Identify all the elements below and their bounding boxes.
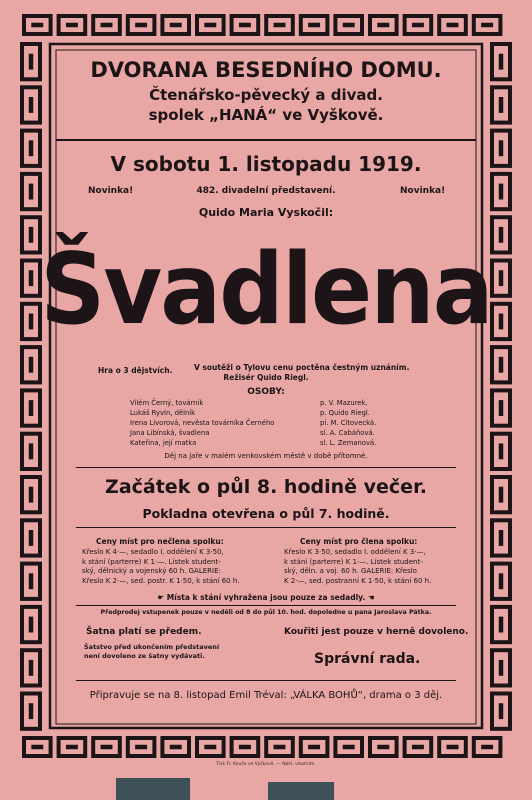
divider	[76, 680, 456, 681]
standing-note: Místa k stání vyhražena jsou pouze za sedadly.	[166, 593, 366, 602]
border-tile-core	[377, 745, 389, 750]
border-tile-core	[204, 23, 216, 28]
performance-number: 482. divadelní představení.	[196, 186, 336, 196]
border-tile-core	[66, 23, 78, 28]
border-tile-core	[135, 23, 147, 28]
coat-check-note: Šatna platí se předem.	[86, 627, 202, 637]
cast-role: Lukáš Ryvín, dělník	[130, 409, 196, 417]
border-tile-core	[377, 23, 389, 28]
smoking-note: Kouřiti jest pouze v herně dovoleno.	[284, 627, 469, 637]
border-tile-core	[29, 703, 34, 719]
cast-actor: p. V. Mazurek.	[320, 399, 368, 407]
acts: Hra o 3 dějstvích.	[98, 366, 173, 375]
border-tile-core	[499, 530, 504, 546]
torn-corner	[116, 778, 190, 800]
author: Quido Maria Vyskočil:	[198, 206, 334, 219]
nonmember-price-text: Křeslo K 4·—, sedadlo I. oddělení K 3·50, k stání (parterre) K 1·—. Lístek student- ský, dělnický a vojenský 60 h. GALERIE: Křeslo K 2·—, sed. postr. K 1·50, k stání 60 h.	[82, 548, 240, 585]
border-tile-core	[101, 23, 113, 28]
border-tile-core	[308, 745, 320, 750]
border-tile-core	[101, 745, 113, 750]
cast-role: Irena Livorová, nevěsta továrníka Černého	[130, 419, 275, 427]
cast-role: Jana Libínská, švadlena	[130, 429, 210, 437]
box-office: Pokladna otevřena o půl 7. hodině.	[142, 506, 390, 521]
nonmember-price-heading: Ceny míst pro nečlena spolku:	[96, 537, 224, 546]
printer-imprint: Tisk Fr. Kouše ve Vyškově. — Nákl. vlastním.	[216, 762, 316, 767]
border-tile-core	[481, 23, 493, 28]
border-tile-core	[412, 745, 424, 750]
cast-actor: p. Quido Riegl.	[320, 409, 370, 417]
upcoming-play: Připravuje se na 8. listopad Emil Tréval: „VÁLKA BOHŮ“, drama o 3 děj.	[89, 690, 443, 701]
event-date: V sobotu 1. listopadu 1919.	[110, 152, 422, 176]
border-tile-core	[343, 745, 355, 750]
border-tile-core	[499, 660, 504, 676]
border-tile-core	[170, 23, 182, 28]
novelty-left: Novinka!	[88, 186, 134, 196]
border-tile-core	[31, 745, 43, 750]
border-tile-core	[170, 745, 182, 750]
border-tile-core	[499, 573, 504, 589]
cast-heading: OSOBY:	[247, 387, 285, 397]
border-tile-core	[29, 400, 34, 416]
border-tile-core	[447, 745, 459, 750]
wardrobe-note: Šatstvo před ukončením představení není dovoleno ze šatny vydávati.	[84, 643, 220, 660]
divider	[76, 527, 456, 528]
border-tile-core	[204, 745, 216, 750]
border-tile-core	[274, 23, 286, 28]
cast-actor: sl. L. Zemanová.	[320, 439, 377, 447]
divider	[76, 605, 456, 606]
cast-actor: pí. M. Citovecká.	[320, 419, 377, 427]
venue-title: DVORANA BESEDNÍHO DOMU.	[90, 58, 442, 82]
director: Režisér Quido Riegl.	[223, 373, 309, 382]
border-tile-core	[499, 703, 504, 719]
society-line-1: Čtenářsko-pěvecký a divad.	[149, 86, 383, 104]
border-tile-core	[499, 400, 504, 416]
pointing-hand-right-icon: ☚	[365, 593, 375, 602]
border-tile-core	[499, 617, 504, 633]
award-note: V soutěži o Tylovu cenu poctěna čestným uznáním.	[194, 363, 410, 372]
border-tile-core	[66, 745, 78, 750]
border-tile-core	[308, 23, 320, 28]
play-title: Švadlena	[40, 233, 492, 347]
setting-note: Děj na jaře v malém venkovském městě v době přítomné.	[164, 452, 368, 460]
border-tile-core	[135, 745, 147, 750]
pointing-hand-left-icon: ☛	[157, 593, 167, 602]
presale-note: Předprodej vstupenek pouze v neděli od 8 do půl 10. hod. dopoledne u pana Jaroslava Pátka.	[100, 609, 432, 616]
divider	[76, 467, 456, 468]
border-tile-core	[29, 573, 34, 589]
society-line-2: spolek „HANÁ“ ve Vyškově.	[148, 106, 384, 124]
border-tile-core	[31, 23, 43, 28]
border-tile-core	[239, 23, 251, 28]
border-tile-core	[343, 23, 355, 28]
member-price-text: Křeslo K 3·50, sedadlo I. oddělení K 3·—, k stání (parterre) K 1·—. Lístek student- ský, děln. a voj. 60 h. GALERIE: Křeslo K 2·—, sed. postranní K 1·50, k stání 60 h.	[284, 548, 432, 585]
start-time: Začátek o půl 8. hodině večer.	[105, 476, 427, 498]
standing-note-row	[0, 593, 532, 602]
border-tile-core	[274, 745, 286, 750]
member-price-heading: Ceny míst pro člena spolku:	[300, 537, 418, 546]
novelty-right: Novinka!	[400, 186, 446, 196]
border-tile-core	[481, 745, 493, 750]
border-tile-core	[239, 745, 251, 750]
border-tile-core	[29, 530, 34, 546]
border-tile-core	[447, 23, 459, 28]
border-tile-core	[412, 23, 424, 28]
torn-corner	[268, 782, 334, 800]
border-tile-core	[29, 617, 34, 633]
cast-role: Vilém Černý, továrník	[130, 399, 204, 407]
cast-role: Kateřina, její matka	[130, 439, 197, 447]
border-tile-core	[29, 660, 34, 676]
management-signature: Správní rada.	[314, 651, 421, 667]
cast-actor: sl. A. Cabáňová.	[320, 429, 375, 437]
